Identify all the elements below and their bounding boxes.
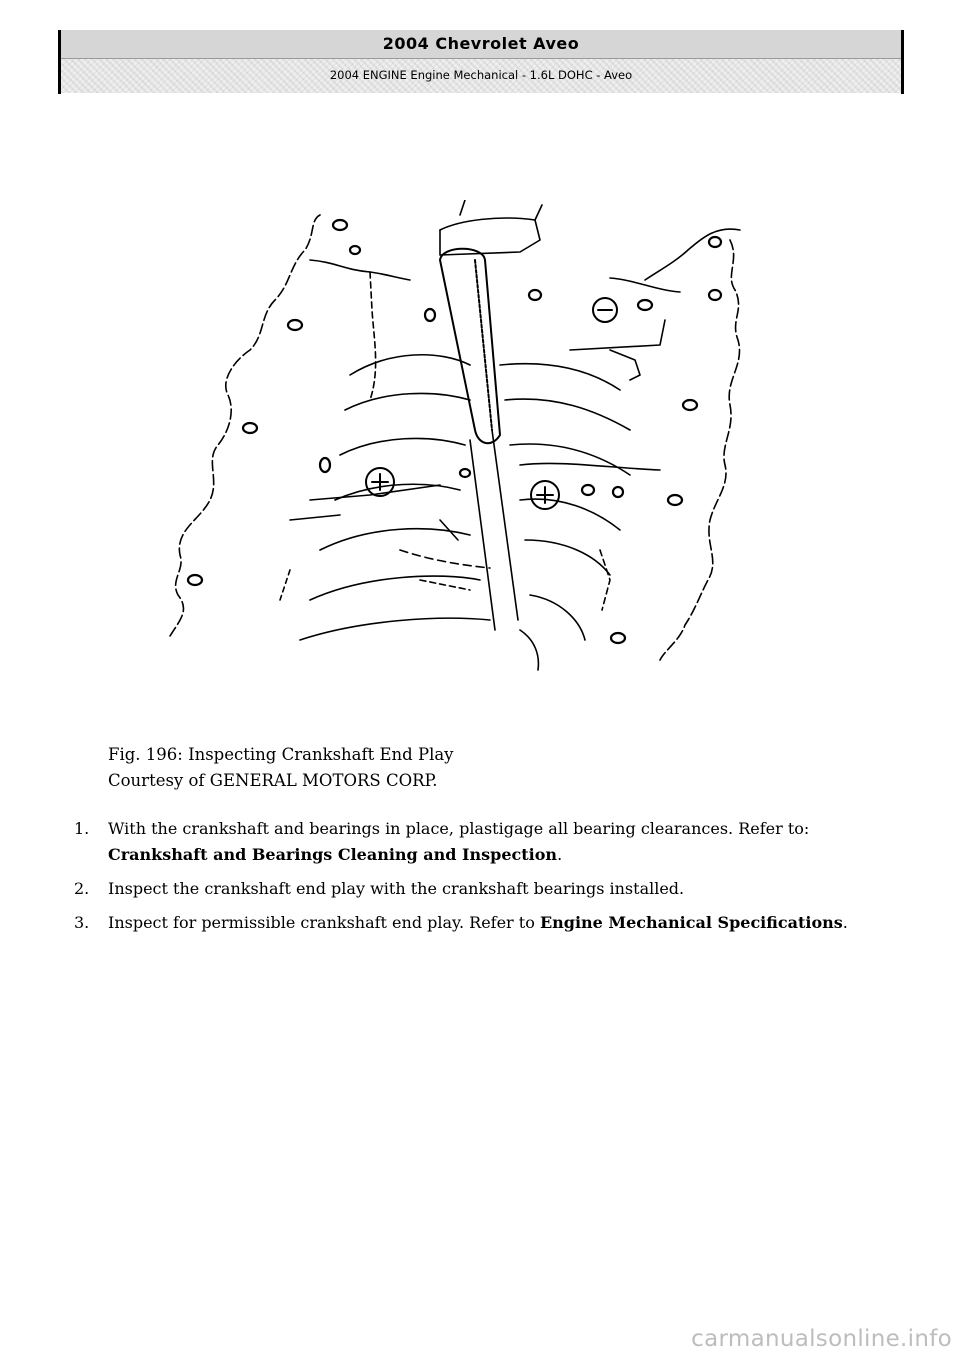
- step-text-end: .: [842, 913, 848, 932]
- crankshaft-end-play-illustration: [140, 200, 760, 680]
- step-text-end: .: [557, 845, 563, 864]
- step-number: 3.: [74, 913, 90, 932]
- procedure-step-1: [60, 816, 900, 868]
- figure-caption: [108, 742, 454, 794]
- step-reference-link[interactable]: Engine Mechanical Specifications: [539, 913, 843, 932]
- page-subtitle: 2004 ENGINE Engine Mechanical - 1.6L DOHC - Aveo: [61, 59, 901, 93]
- step-number: 1.: [74, 819, 90, 838]
- figure-caption-credit: Courtesy of GENERAL MOTORS CORP.: [108, 771, 438, 790]
- page-header: [58, 30, 904, 94]
- step-number: 2.: [74, 879, 90, 898]
- step-text: With the crankshaft and bearings in place, plastigage all bearing clearances. Refer to:: [108, 819, 810, 838]
- step-text: Inspect for permissible crankshaft end play. Refer to: [108, 913, 540, 932]
- watermark: carmanualsonline.info: [691, 1326, 952, 1352]
- procedure-steps: [60, 816, 900, 944]
- figure-caption-title: Fig. 196: Inspecting Crankshaft End Play: [108, 745, 454, 764]
- procedure-step-2: [60, 876, 900, 902]
- page-title: 2004 Chevrolet Aveo: [61, 30, 901, 59]
- step-reference-link[interactable]: Crankshaft and Bearings Cleaning and Inspection: [108, 845, 558, 864]
- procedure-step-3: [60, 910, 900, 936]
- step-text: Inspect the crankshaft end play with the crankshaft bearings installed.: [108, 879, 685, 898]
